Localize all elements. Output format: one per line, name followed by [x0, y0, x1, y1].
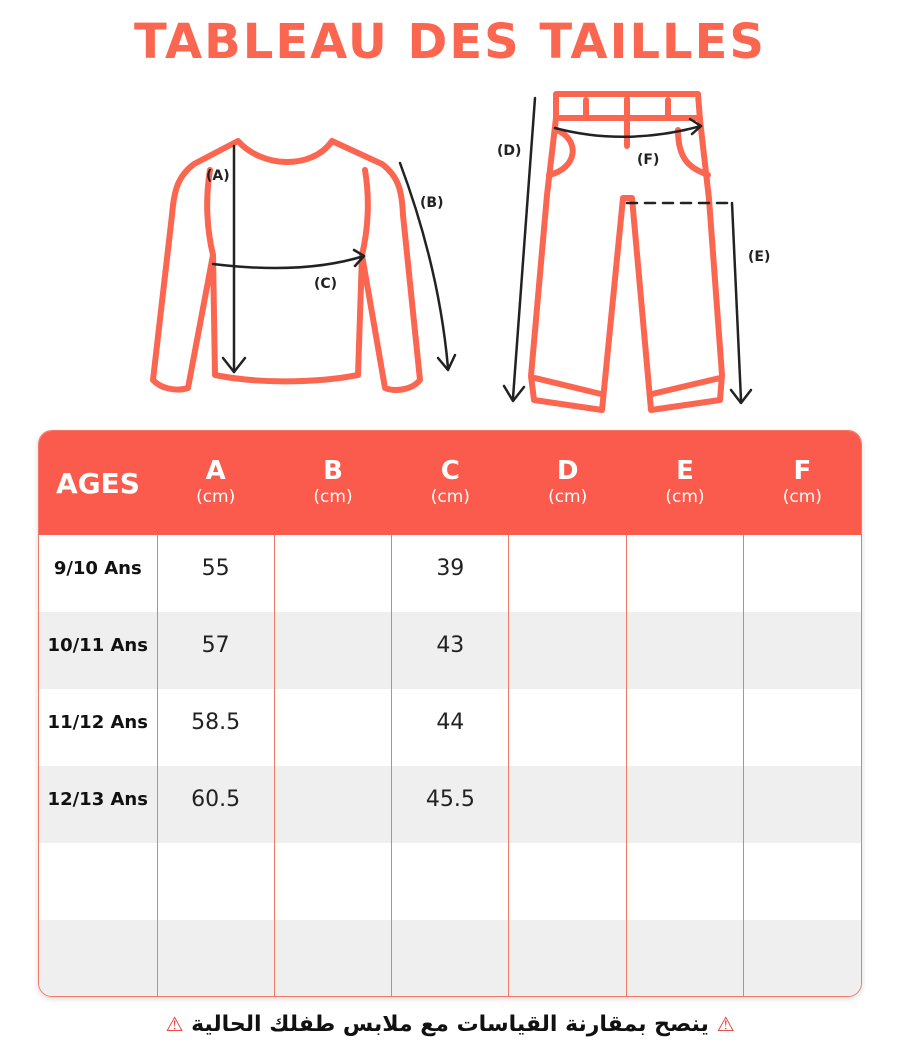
- age-cell: 10/11 Ans: [47, 635, 148, 656]
- sweater-illustration: [153, 141, 420, 390]
- table-row: [39, 689, 861, 766]
- advice-text: ينصح بمقارنة القياسات مع ملابس طفلك الحالية: [191, 1012, 709, 1037]
- sweater-arrows: [213, 146, 455, 372]
- age-cell: 11/12 Ans: [47, 712, 148, 733]
- cell-c: [392, 920, 509, 997]
- cell-a: [157, 843, 274, 920]
- cell-e: [626, 535, 743, 612]
- label-a: (A): [206, 168, 230, 184]
- garment-diagram: [0, 80, 900, 420]
- cell-f: [744, 766, 861, 843]
- cell-f: [744, 843, 861, 920]
- label-e: (E): [748, 249, 771, 265]
- cell-b: [274, 920, 391, 997]
- advice-note: [0, 1012, 900, 1037]
- cell-c: 44: [392, 689, 509, 766]
- cell-d: [509, 920, 626, 997]
- header-b: B (cm): [313, 456, 353, 507]
- page-title: TABLEAU DES TAILLES: [134, 14, 766, 70]
- cell-e: [626, 920, 743, 997]
- cell-d: [509, 843, 626, 920]
- cell-a: 58.5: [157, 689, 274, 766]
- label-f: (F): [637, 152, 660, 168]
- cell-c: 39: [392, 535, 509, 612]
- header-a: A (cm): [196, 456, 236, 507]
- cell-b: [274, 535, 391, 612]
- label-d: (D): [497, 143, 522, 159]
- table-row: [39, 920, 861, 997]
- size-table-container: [38, 430, 862, 997]
- label-b: (B): [420, 195, 444, 211]
- age-cell: [39, 920, 157, 997]
- cell-d: [509, 689, 626, 766]
- label-c: (C): [314, 276, 338, 292]
- cell-c: 43: [392, 612, 509, 689]
- table-body: [39, 535, 861, 997]
- cell-f: [744, 689, 861, 766]
- age-cell: 9/10 Ans: [53, 558, 142, 579]
- table-row: [39, 766, 861, 843]
- header-c: C (cm): [430, 456, 470, 507]
- warning-icon: ⚠: [165, 1012, 184, 1036]
- header-e: E (cm): [665, 456, 705, 507]
- cell-a: 57: [157, 612, 274, 689]
- table-row: [39, 612, 861, 689]
- cell-e: [626, 612, 743, 689]
- cell-e: [626, 766, 743, 843]
- cell-b: [274, 612, 391, 689]
- cell-a: 55: [157, 535, 274, 612]
- cell-f: [744, 920, 861, 997]
- table-header: [39, 431, 861, 535]
- cell-e: [626, 843, 743, 920]
- cell-f: [744, 612, 861, 689]
- age-cell: 12/13 Ans: [47, 789, 148, 810]
- cell-d: [509, 766, 626, 843]
- age-cell: [39, 843, 157, 920]
- cell-d: [509, 612, 626, 689]
- header-d: D (cm): [548, 456, 588, 507]
- cell-f: [744, 535, 861, 612]
- cell-a: [157, 920, 274, 997]
- table-row: [39, 843, 861, 920]
- warning-icon: ⚠: [716, 1012, 735, 1036]
- cell-a: 60.5: [157, 766, 274, 843]
- pants-illustration: [531, 94, 722, 410]
- cell-b: [274, 843, 391, 920]
- cell-b: [274, 766, 391, 843]
- cell-d: [509, 535, 626, 612]
- cell-e: [626, 689, 743, 766]
- header-f: F (cm): [782, 456, 822, 507]
- cell-c: [392, 843, 509, 920]
- header-ages: AGES: [56, 466, 140, 500]
- cell-b: [274, 689, 391, 766]
- table-row: [39, 535, 861, 612]
- cell-c: 45.5: [392, 766, 509, 843]
- size-table: [39, 431, 861, 997]
